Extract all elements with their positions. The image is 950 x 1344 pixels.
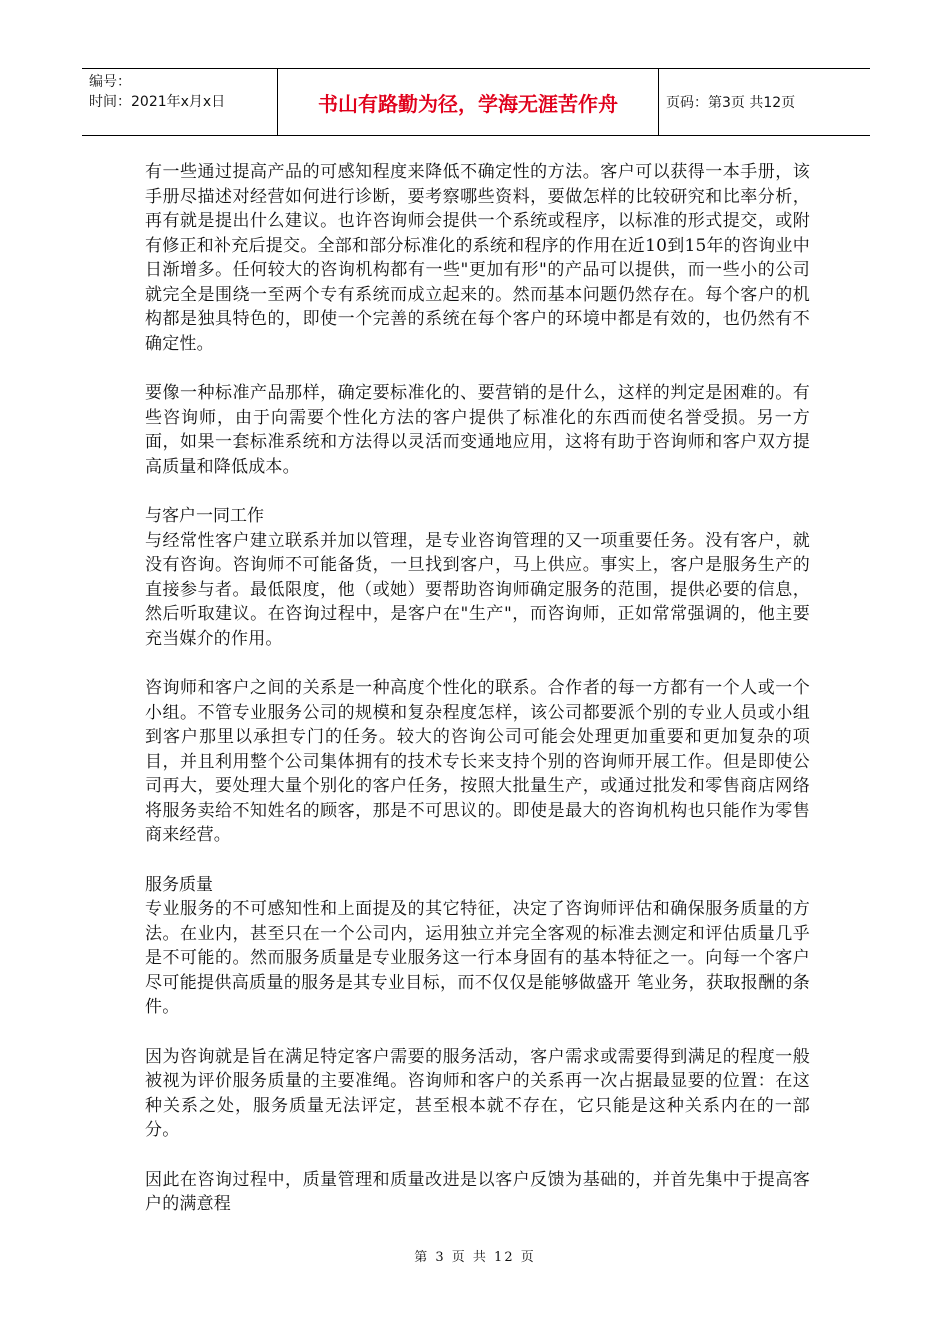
document-number-label: 编号：: [89, 74, 131, 90]
document-body: [145, 160, 810, 1242]
page-header: [82, 68, 870, 136]
header-motto: 书山有路勤为径，学海无涯苦作舟: [318, 91, 618, 116]
body-paragraph: 因为咨询就是旨在满足特定客户需要的服务活动，客户需求或需要得到满足的程度一般被视为评价服务质量的主要准绳。咨询师和客户的关系再一次占据最显要的位置：在这种关系之处，服务质量无法评定，甚至根本就不存在，它只能是这种关系内在的一部分。: [145, 1046, 810, 1140]
body-paragraph: 有一些通过提高产品的可感知程度来降低不确定性的方法。客户可以获得一本手册，该手册尽描述对经营如何进行诊断，要考察哪些资料，要做怎样的比较研究和比率分析，再有就是提出什么建议。也许咨询师会提供一个系统或程序，以标准的形式提交，或附有修正和补充后提交。全部和部分标准化的系统和程序的作用在近10到15年的咨询业中日渐增多。任何较大的咨询机构都有一些"更加有形"的产品可以提供，而一些小的公司就完全是围绕一至两个专有系统而成立起来的。然而基本问题仍然存在。每个客户的机构都是独具特色的，即使一个完善的系统在每个客户的环境中都是有效的，也仍然有不确定性。: [145, 162, 810, 354]
body-paragraph: 与经常性客户建立联系并加以管理，是专业咨询管理的又一项重要任务。没有客户，就没有咨询。咨询师不可能备货，一旦找到客户，马上供应。事实上，客户是服务生产的直接参与者。最低限度，他（或她）要帮助咨询师确定服务的范围，提供必要的信息，然后听取建议。在咨询过程中，是客户在"生产"，而咨询师，正如常常强调的，他主要充当媒介的作用。: [145, 530, 810, 649]
page-footer: 第 3 页 共 12 页: [414, 1250, 536, 1265]
section-heading-service-quality: 服务质量: [145, 874, 213, 895]
body-paragraph: 因此在咨询过程中，质量管理和质量改进是以客户反馈为基础的，并首先集中于提高客户的满意程: [145, 1169, 810, 1214]
document-date-label: 时间：2021年x月x日: [89, 94, 226, 110]
body-paragraph: 要像一种标准产品那样，确定要标准化的、要营销的是什么，这样的判定是困难的。有些咨询师，由于向需要个性化方法的客户提供了标准化的东西而使名誉受损。另一方面，如果一套标准系统和方法得以灵活而变通地应用，这将有助于咨询师和客户双方提高质量和降低成本。: [145, 383, 810, 477]
body-paragraph: 咨询师和客户之间的关系是一种高度个性化的联系。合作者的每一方都有一个人或一个小组。不管专业服务公司的规模和复杂程度怎样，该公司都要派个别的专业人员或小组到客户那里以承担专门的任务。较大的咨询公司可能会处理更加重要和更加复杂的项目，并且利用整个公司集体拥有的技术专长来支持个别的咨询师开展工作。但是即使公司再大，要处理大量个别化的客户任务，按照大批量生产，或通过批发和零售商店网络将服务卖给不知姓名的顾客，那是不可思议的。即使是最大的咨询机构也只能作为零售商来经营。: [145, 678, 810, 845]
header-page-info: 页码：第3页 共12页: [666, 95, 796, 111]
header-meta: [89, 72, 225, 112]
section-heading-working-with-clients: 与客户一同工作: [145, 506, 264, 526]
header-motto-cell: [277, 69, 659, 135]
body-paragraph: 专业服务的不可感知性和上面提及的其它特征，决定了咨询师评估和确保服务质量的方法。在业内，甚至只在一个公司内，运用独立并完全客观的标准去测定和评估质量几乎是不可能的。然而服务质量是专业服务这一行本身固有的基本特征之一。向每一个客户尽可能提供高质量的服务是其专业目标，而不仅仅是能够做盛开 笔业务，获取报酬的条件。: [145, 899, 810, 1017]
